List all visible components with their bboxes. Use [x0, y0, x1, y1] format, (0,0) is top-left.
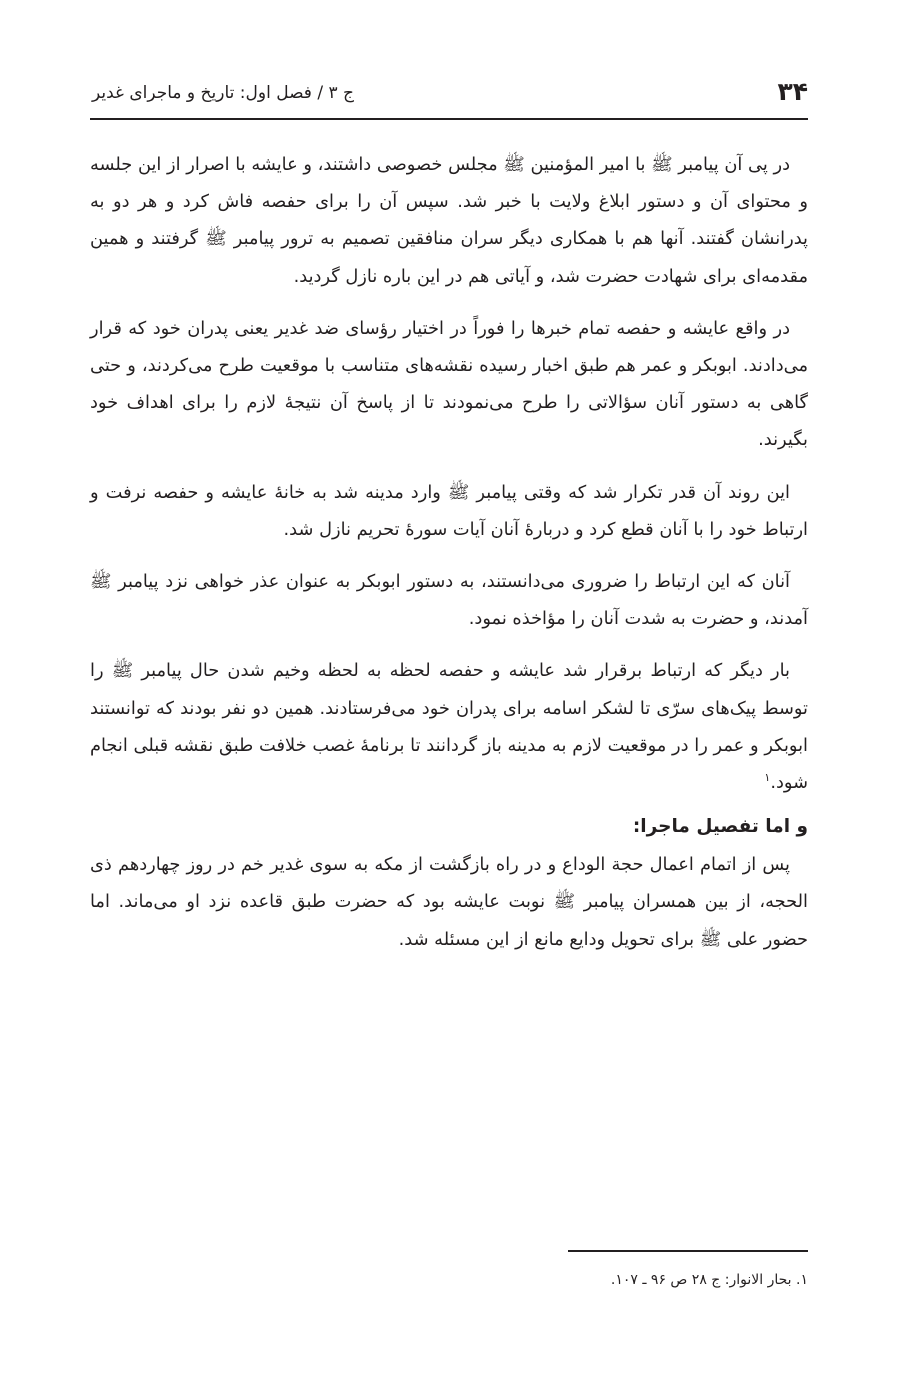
paragraph-2: در واقع عایشه و حفصه تمام خبرها را فوراً در اختیار رؤسای ضد غدیر یعنی پدران خود که قرار می‌دادند. ابوبکر و عمر هم طبق اخبار رسیده نقشه‌های متناسب با موقعیت طرح می‌کردند، و حتی گاهی به دستور آنان سؤالاتی را طرح می‌نمودند تا از پاسخ آن نتیجهٔ لازم را برای اهداف خود بگیرند. [90, 317, 808, 451]
paragraph-4: آنان که این ارتباط را ضروری می‌دانستند، به دستور ابوبکر به عنوان عذر خواهی نزد پیامبر ﷺ آمدند، و حضرت به شدت آنان را مؤاخذه نمود. [90, 571, 808, 630]
book-page [90, 62, 808, 1362]
section-paragraph: پس از اتمام اعمال حجة الوداع و در راه بازگشت از مکه به سوی غدیر خم در روز چهاردهم ذی الحجه، از بین همسران پیامبر ﷺ نوبت عایشه بود که حضرت طبق قاعده نزد او می‌ماند. اما حضور علی ﷺ برای تحویل ودایع مانع از این مسئله شد. [90, 854, 808, 950]
paragraph-1: در پی آن پیامبر ﷺ با امیر المؤمنین ﷺ مجلس خصوصی داشتند، و عایشه با اصرار از این جلسه و محتوای آن و دستور ابلاغ ولایت با خبر شد. سپس آن را برای حفصه فاش کرد و هر دو به پدرانشان گفتند. آنها هم با همکاری دیگر سران منافقین تصمیم به ترور پیامبر ﷺ گرفتند و همین مقدمه‌ای برای شهادت حضرت شد، و آیاتی هم در این باره نازل گردید. [90, 154, 808, 287]
paragraph-5-text: بار دیگر که ارتباط برقرار شد عایشه و حفصه لحظه به لحظه وخیم شدن حال پیامبر ﷺ را توسط پیک‌های سرّی تا لشکر اسامه برای پدران خود می‌فرستادند. همین دو نفر بودند که توانستند ابوبکر و عمر را در موقعیت لازم به مدینه باز گردانند تا برنامهٔ غصب خلافت طبق نقشه قبلی انجام شود. [90, 660, 808, 794]
footnote-reference: ۱ [764, 771, 771, 785]
page-number: ۳۴ [777, 77, 808, 106]
body-text [90, 146, 808, 973]
paragraph-5 [90, 652, 808, 801]
paragraph-3: این روند آن قدر تکرار شد که وقتی پیامبر ﷺ وارد مدینه شد به خانهٔ عایشه و حفصه نرفت و ارتباط خود را با آنان قطع کرد و دربارهٔ آنان آیات سورهٔ تحریم نازل شد. [90, 481, 808, 540]
running-header [90, 72, 808, 120]
footnote-divider [568, 1250, 808, 1252]
footnote: ۱. بحار الانوار: ج ۲۸ ص ۹۶ ـ ۱۰۷. [610, 1272, 808, 1288]
section-heading: و اما تفصیل ماجرا: [632, 816, 808, 838]
running-title: ج ۳ / فصل اول: تاریخ و ماجرای غدیر [92, 83, 355, 103]
